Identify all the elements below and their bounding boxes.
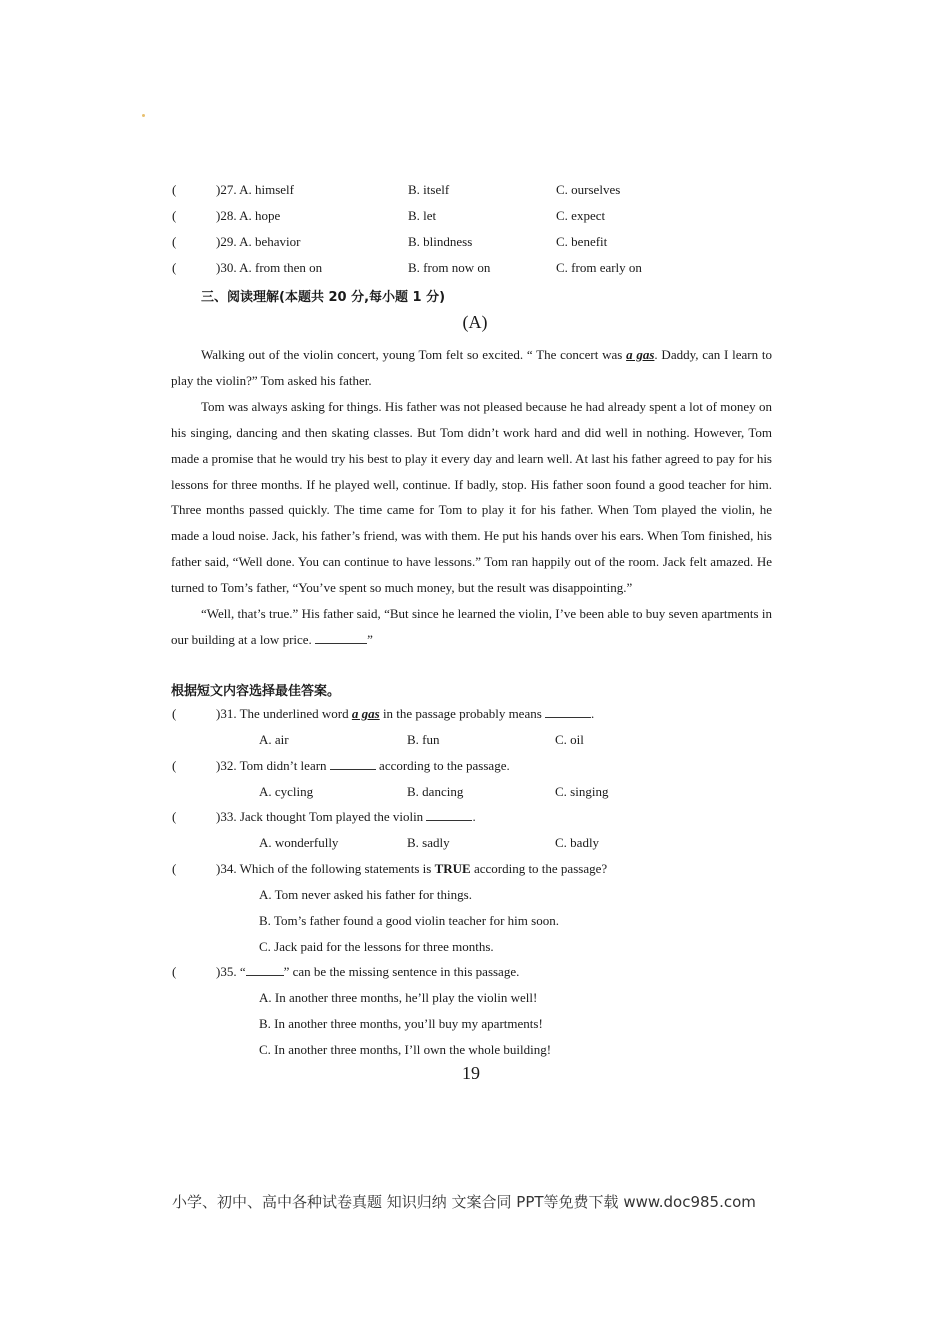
passage-label: (A) <box>462 312 488 332</box>
option-a: )28. A. hope <box>216 208 281 223</box>
passage-paragraph-2: Tom was always asking for things. His father was not pleased because he had already spent a lot of money on his singing, dancing and then skating classes. But Tom didn’t work hard and did well in nothing. However, Tom made a promise that he would try his best to play it every day and learn well. At last his father agreed to pay for his lessons for three months. If he played well, continue. If badly, stop. His father soon found a good teacher for him. Three months passed quickly. The time came for Tom to play it for his father. When Tom played the violin, he made a loud noise. Jack, his father’s friend, was with them. He put his hands over his ears. When Tom finished, his father said, “Well done. You can continue to have lessons.” Tom ran happily out of the room. Jack felt amazed. He turned to Tom’s father, “You’ve spent so much money, but the result was disappointing.” <box>171 398 772 596</box>
question-34-option-c: C. Jack paid for the lessons for three months. <box>259 939 494 954</box>
answer-blank <box>426 810 472 821</box>
answer-blank <box>246 965 284 976</box>
option-b: B. let <box>408 208 437 223</box>
stray-mark <box>142 114 145 117</box>
question-32-option-c: C. singing <box>555 784 609 799</box>
option-a: )29. A. behavior <box>216 234 301 249</box>
answer-paren: ( <box>172 964 177 979</box>
question-33-option-c: C. badly <box>555 835 600 850</box>
missing-sentence-blank <box>315 633 367 644</box>
question-35-option-c: C. In another three months, I’ll own the whole building! <box>259 1042 552 1057</box>
reading-passage <box>171 342 772 653</box>
option-b: B. blindness <box>408 234 473 249</box>
question-34-option-b: B. Tom’s father found a good violin teacher for him soon. <box>259 913 559 928</box>
answer-paren: ( <box>172 234 177 249</box>
question-stem: )34. Which of the following statements is TRUE according to the passage? <box>216 861 608 876</box>
question-31-option-a: A. air <box>259 732 289 747</box>
answer-paren: ( <box>172 706 177 721</box>
page-number: 19 <box>462 1063 480 1083</box>
question-33-option-a: A. wonderfully <box>259 835 339 850</box>
answer-paren: ( <box>172 809 177 824</box>
answer-paren: ( <box>172 182 177 197</box>
question-31-option-b: B. fun <box>407 732 440 747</box>
option-a: )30. A. from then on <box>216 260 323 275</box>
question-31-option-c: C. oil <box>555 732 584 747</box>
option-row-27 <box>0 182 950 204</box>
underlined-word: a gas <box>351 706 380 721</box>
answer-paren: ( <box>172 758 177 773</box>
passage-paragraph-1: Walking out of the violin concert, young Tom felt so excited. “ The concert was a gas. Daddy, can I learn to play the violin?” Tom asked his father. <box>171 347 773 388</box>
option-row-29 <box>0 234 950 256</box>
footer-watermark: 小学、初中、高中各种试卷真题 知识归纳 文案合同 PPT等免费下载 www.doc985.com <box>172 1193 756 1211</box>
option-c: C. benefit <box>556 234 608 249</box>
option-row-28 <box>0 208 950 230</box>
instruction: 根据短文内容选择最佳答案。 <box>171 684 341 699</box>
answer-blank <box>545 707 591 718</box>
option-c: C. ourselves <box>556 182 621 197</box>
option-row-30 <box>0 260 950 282</box>
question-stem: )32. Tom didn’t learn according to the passage. <box>216 758 510 773</box>
passage-paragraph-3: “Well, that’s true.” His father said, “But since he learned the violin, I’ve been able to buy seven apartments in our building at a low price. ” <box>171 606 772 647</box>
underlined-word: a gas <box>626 347 655 362</box>
option-b: B. from now on <box>408 260 491 275</box>
option-a: )27. A. himself <box>216 182 294 197</box>
option-c: C. expect <box>556 208 606 223</box>
question-32-option-b: B. dancing <box>407 784 464 799</box>
question-stem: )31. The underlined word a gas in the passage probably means . <box>216 706 595 721</box>
answer-paren: ( <box>172 260 177 275</box>
question-32-option-a: A. cycling <box>259 784 314 799</box>
question-stem: )33. Jack thought Tom played the violin . <box>216 809 476 824</box>
question-35-option-b: B. In another three months, you’ll buy my apartments! <box>259 1016 543 1031</box>
section-title: 三、阅读理解(本题共 20 分,每小题 1 分) <box>201 290 446 305</box>
question-stem: )35. “ ” can be the missing sentence in this passage. <box>216 964 520 979</box>
question-35-option-a: A. In another three months, he’ll play the violin well! <box>259 990 538 1005</box>
answer-blank <box>330 759 376 770</box>
question-34-option-a: A. Tom never asked his father for things. <box>259 887 472 902</box>
option-b: B. itself <box>408 182 450 197</box>
option-c: C. from early on <box>556 260 642 275</box>
answer-paren: ( <box>172 861 177 876</box>
question-33-option-b: B. sadly <box>407 835 450 850</box>
answer-paren: ( <box>172 208 177 223</box>
